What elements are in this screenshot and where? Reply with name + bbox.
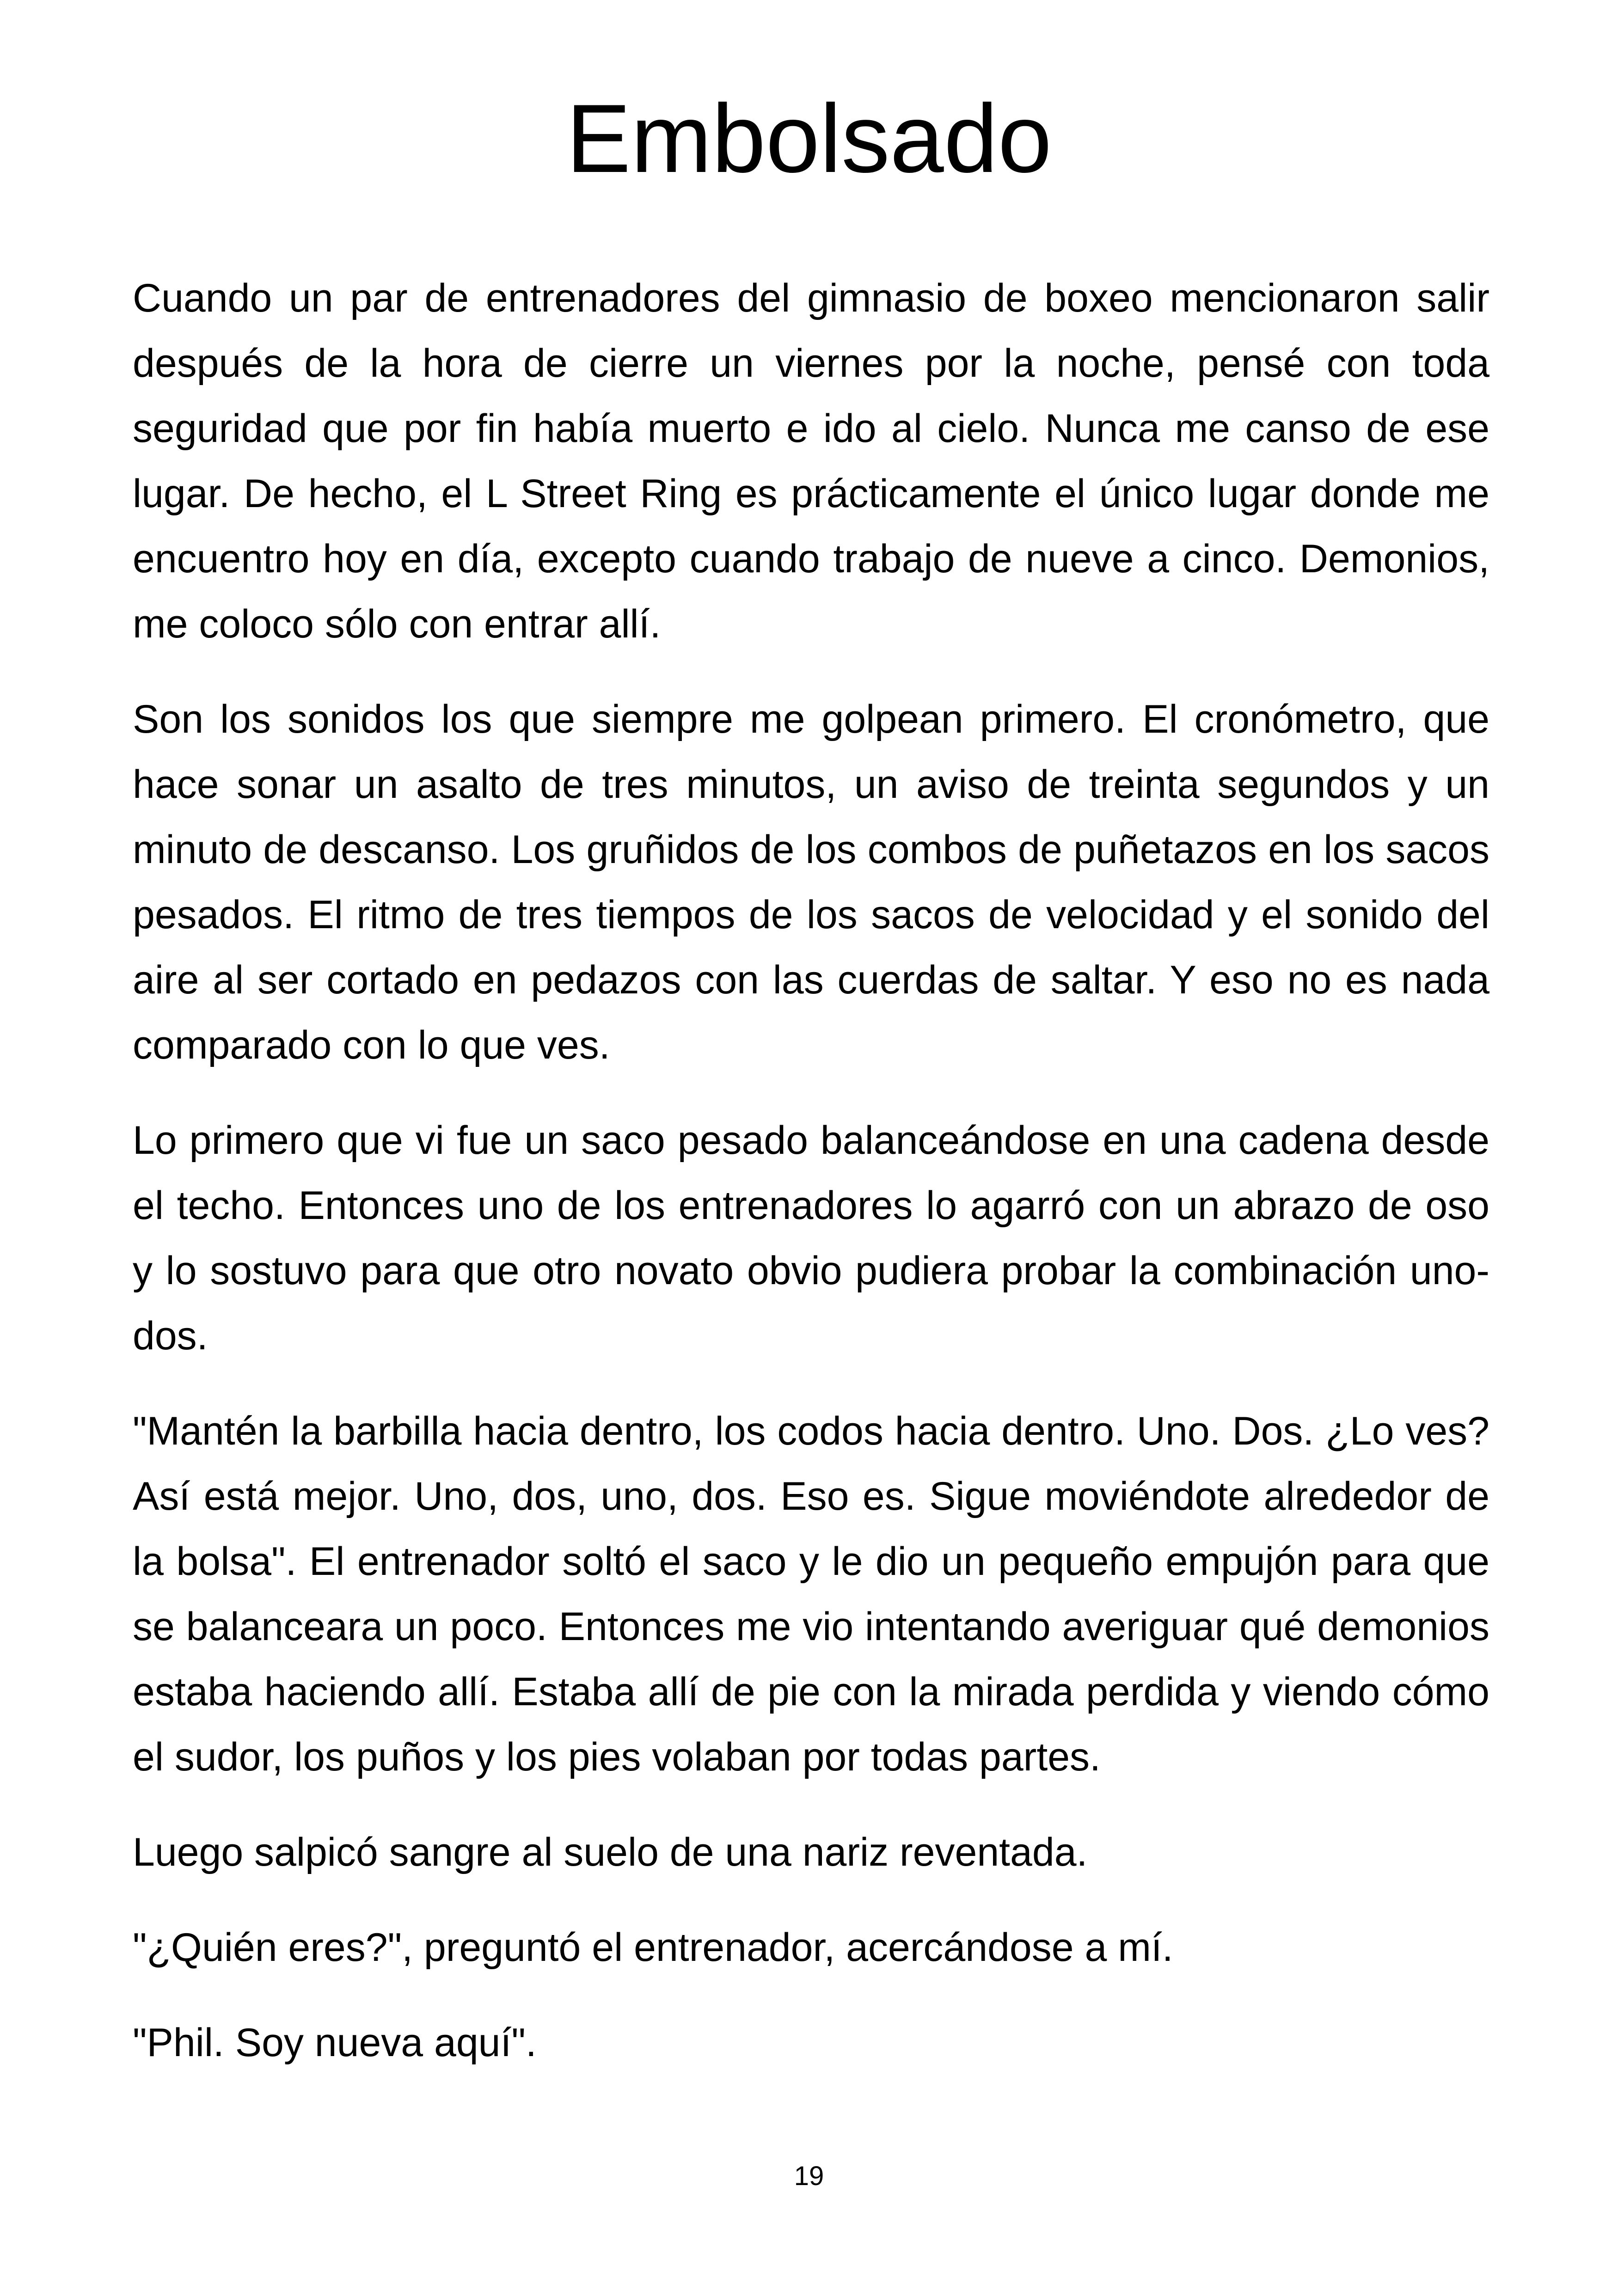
page-number: 19 <box>794 2161 824 2191</box>
chapter-body <box>133 266 1489 2106</box>
paragraph: "Mantén la barbilla hacia dentro, los codos hacia dentro. Uno. Dos. ¿Lo ves? Así está mejor. Uno, dos, uno, dos. Eso es. Sigue moviéndote alrededor de la bolsa". El entrenador soltó el saco y le dio un pequeño empujón para que se balanceara un poco. Entonces me vio intentando averiguar qué demonios estaba haciendo allí. Estaba allí de pie con la mirada perdida y viendo cómo el sudor, los puños y los pies volaban por todas partes. <box>133 1409 1489 1779</box>
paragraph: Lo primero que vi fue un saco pesado balanceándose en una cadena desde el techo. Entonces uno de los entrenadores lo agarró con un abrazo de oso y lo sostuvo para que otro novato obvio pudiera probar la combinación uno-dos. <box>133 1118 1489 1358</box>
chapter-title: Embolsado <box>566 84 1052 193</box>
paragraph: Son los sonidos los que siempre me golpean primero. El cronómetro, que hace sonar un asalto de tres minutos, un aviso de treinta segundos y un minuto de descanso. Los gruñidos de los combos de puñetazos en los sacos pesados. El ritmo de tres tiempos de los sacos de velocidad y el sonido del aire al ser cortado en pedazos con las cuerdas de saltar. Y eso no es nada comparado con lo que ves. <box>133 697 1489 1067</box>
paragraph: Cuando un par de entrenadores del gimnasio de boxeo mencionaron salir después de la hora de cierre un viernes por la noche, pensé con toda seguridad que por fin había muerto e ido al cielo. Nunca me canso de ese lugar. De hecho, el L Street Ring es prácticamente el único lugar donde me encuentro hoy en día, excepto cuando trabajo de nueve a cinco. Demonios, me coloco sólo con entrar allí. <box>133 276 1489 646</box>
paragraph: "¿Quién eres?", preguntó el entrenador, acercándose a mí. <box>133 1925 1173 1970</box>
paragraph: Luego salpicó sangre al suelo de una nariz reventada. <box>133 1830 1088 1874</box>
paragraph: "Phil. Soy nueva aquí". <box>133 2020 537 2065</box>
